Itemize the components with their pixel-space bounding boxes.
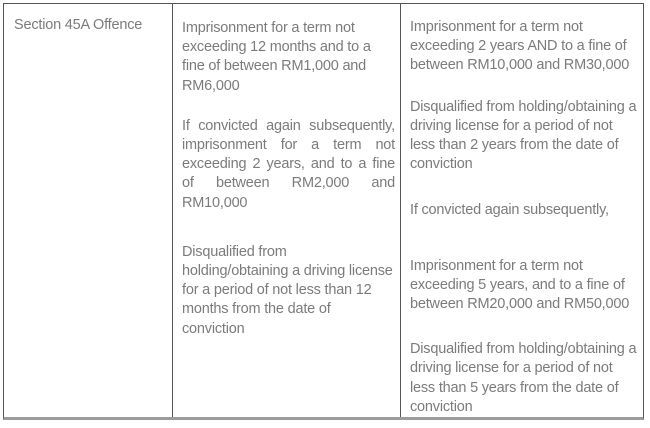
table-cell-first-offence-penalty <box>173 4 401 417</box>
penalty-paragraph: Disqualified from holding/obtaining a driving license for a period of not less than 5 years from the date of conviction <box>410 341 637 415</box>
penalty-paragraph: If convicted again subsequently, imprisonment for a term not exceeding 2 years, and to a fine of between RM2,000 and RM10,000 <box>182 117 395 211</box>
penalty-paragraph: If convicted again subsequently, <box>410 202 609 219</box>
penalty-paragraph: Disqualified from holding/obtaining a driving license for a period of not less than 12 months from the date of conviction <box>182 243 393 337</box>
penalty-paragraph: Disqualified from holding/obtaining a driving license for a period of not less than 2 years from the date of conviction <box>410 98 637 173</box>
penalty-paragraph: Imprisonment for a term not exceeding 2 years AND to a fine of between RM10,000 and RM30,000 <box>410 19 630 74</box>
penalty-table <box>3 3 644 420</box>
offence-title: Section 45A Offence <box>14 17 143 33</box>
penalty-paragraph: Imprisonment for a term not exceeding 12 months and to a fine of between RM1,000 and RM6,000 <box>182 20 371 94</box>
table-cell-subsequent-offence-penalty <box>401 4 643 417</box>
table-cell-offence <box>4 4 173 417</box>
penalty-paragraph: Imprisonment for a term not exceeding 5 years, and to a fine of between RM20,000 and RM50,000 <box>410 257 630 313</box>
